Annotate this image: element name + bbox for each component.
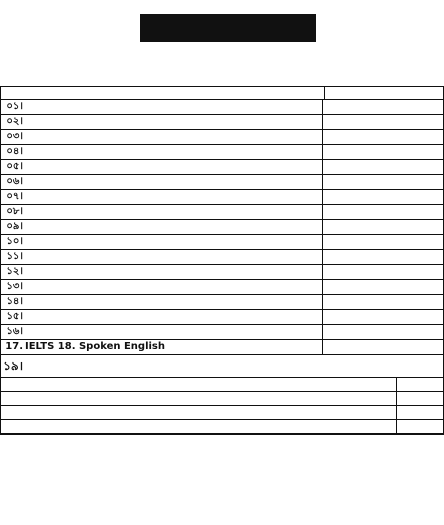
row-qualification [322,280,443,294]
row-course [25,235,322,249]
row-course [25,100,322,114]
table-row [1,160,443,175]
intro-text [2,44,442,84]
table-row [1,325,443,340]
table-row [1,265,443,280]
table-row [1,250,443,265]
row-number: ১৪। [6,296,23,307]
short-course-row [1,378,443,392]
table-row [1,175,443,190]
short-course-text [1,378,396,391]
row-number: ০৩। [6,131,23,142]
short-course-text [1,406,396,419]
row-number: ১৩। [6,281,23,292]
row-qualification [322,190,443,204]
row-qualification [322,325,443,339]
short-course-row [1,406,443,420]
short-course-qualification [396,378,443,391]
short-course-qualification [396,392,443,405]
row-qualification [322,295,443,309]
row-course [25,310,322,324]
table-row [1,205,443,220]
table-row [1,235,443,250]
table-row [1,340,443,355]
row-course [25,280,322,294]
row-course [25,175,322,189]
row-number: ১৬। [6,326,23,337]
row-qualification [322,160,443,174]
row-qualification [322,175,443,189]
row-qualification [322,340,443,354]
row-number: ১২। [6,266,23,277]
row-course [25,130,322,144]
table-row [1,310,443,325]
row-qualification [322,265,443,279]
row-number: ০২। [6,116,23,127]
row-course [25,220,322,234]
short-course-row [1,420,443,434]
row-course [25,355,443,377]
row-course [25,265,322,279]
row-course [25,145,322,159]
row-qualification [322,250,443,264]
short-course-text [1,392,396,405]
row-course [25,115,322,129]
header-qualification [324,87,443,99]
row-course [25,250,322,264]
row-qualification [322,235,443,249]
table-row [1,130,443,145]
row-qualification [322,130,443,144]
row-qualification [322,145,443,159]
table-header [1,87,443,100]
row-number: ০৯। [6,221,23,232]
short-course-qualification [396,420,443,433]
row-number: ১৫। [6,311,23,322]
row-course [25,325,322,339]
row-qualification [322,115,443,129]
row-course [25,190,322,204]
table-row [1,280,443,295]
row-qualification [322,100,443,114]
row-number: 17. [5,341,23,352]
row-number: ১০। [6,236,23,247]
row-number: ০৬। [6,176,23,187]
header-course [1,87,324,99]
row-course [25,160,322,174]
row-number: ১১। [6,251,23,262]
admission-notes [2,462,442,524]
short-course-text [1,420,396,433]
table-row [1,355,443,378]
table-row [1,295,443,310]
short-course-row [1,392,443,406]
page-title [140,14,316,42]
table-row [1,145,443,160]
table-row [1,190,443,205]
row-number: ০৮। [6,206,23,217]
table-row [1,100,443,115]
row-number: ০১। [6,101,23,112]
row-number: ০৫। [6,161,23,172]
course-table [0,86,444,435]
row-course [25,205,322,219]
row-number: ১৯। [3,359,23,373]
row-qualification [322,205,443,219]
row-number: ০৪। [6,146,23,157]
table-row [1,115,443,130]
row-number: ০৭। [6,191,23,202]
row-course: IELTS 18. Spoken English [25,341,165,352]
table-row [1,220,443,235]
row-course [25,295,322,309]
header-address [0,0,444,14]
row-qualification [322,220,443,234]
short-course-qualification [396,406,443,419]
row-qualification [322,310,443,324]
